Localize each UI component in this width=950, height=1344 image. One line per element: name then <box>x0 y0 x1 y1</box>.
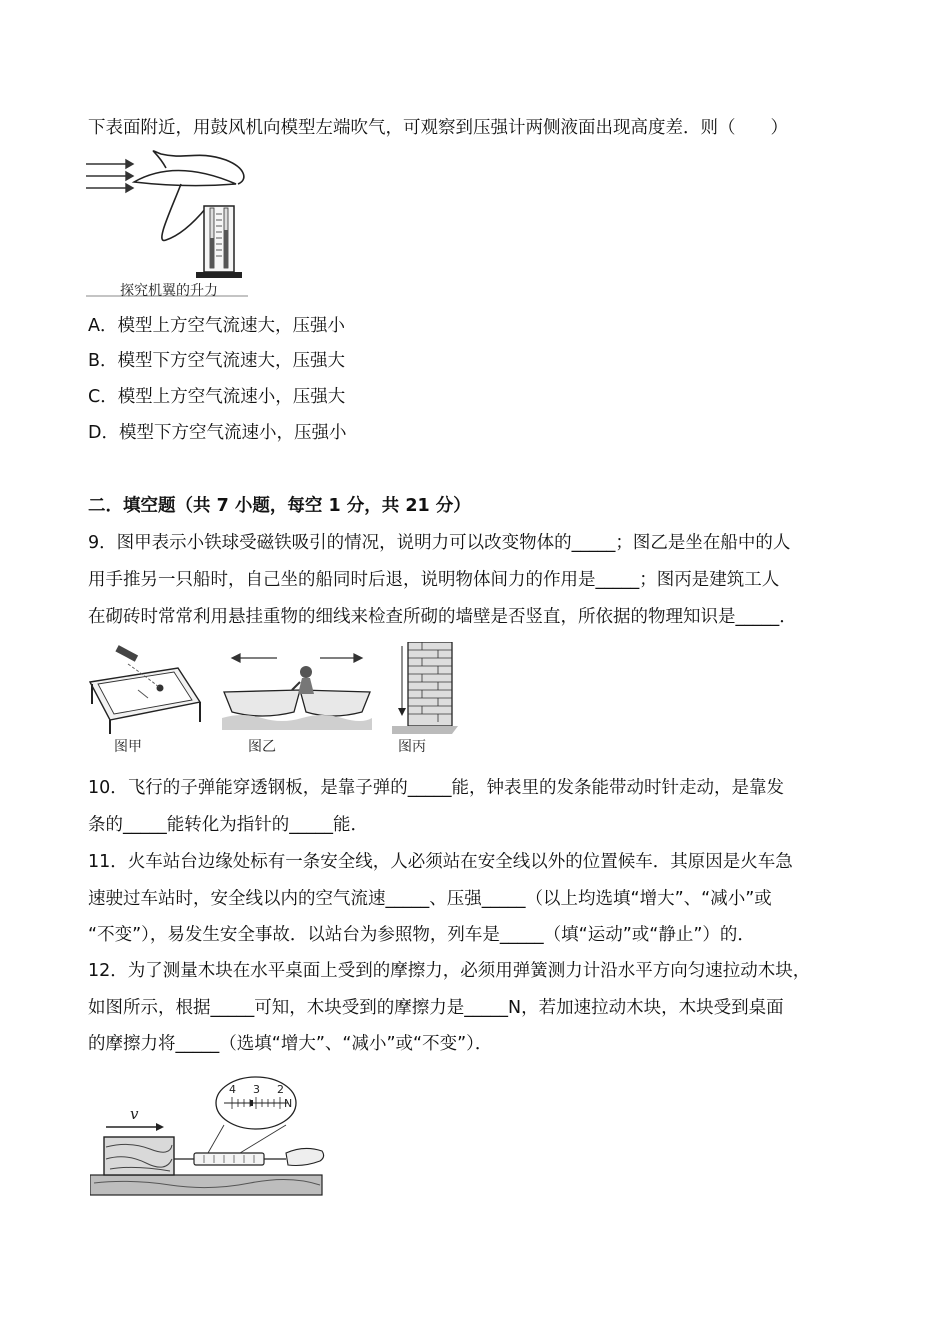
q9-line-1: 9．图甲表示小铁球受磁铁吸引的情况，说明力可以改变物体的_____；图乙是坐在船中的人 <box>88 533 791 553</box>
q12-line-2: 如图所示，根据_____可知，木块受到的摩擦力是_____N，若加速拉动木块，木块受到桌面 <box>88 998 784 1018</box>
option-c: C．模型上方空气流速小，压强大 <box>88 387 346 407</box>
scale-unit: N <box>284 1097 293 1110</box>
wing-figure-caption: 探究机翼的升力 <box>120 283 218 299</box>
caption-bing: 图丙 <box>398 739 426 755</box>
q9-line-3: 在砌砖时常常利用悬挂重物的细线来检查所砌的墙壁是否竖直，所依据的物理知识是_____． <box>88 607 797 627</box>
q12-line-1: 12．为了测量木块在水平桌面上受到的摩擦力，必须用弹簧测力计沿水平方向匀速拉动木块， <box>88 961 811 981</box>
q10-line-1: 10．飞行的子弹能穿透钢板，是靠子弹的_____能，钟表里的发条能带动时针走动，是靠发 <box>88 778 785 798</box>
q11-line-2: 速驶过车站时，安全线以内的空气流速_____、压强_____（以上均选填“增大”、“减小”或 <box>88 889 772 909</box>
spring-scale-figure <box>90 1075 330 1200</box>
option-d: D．模型下方空气流速小，压强小 <box>88 423 347 443</box>
option-b: B．模型下方空气流速大，压强大 <box>88 351 346 371</box>
scale-mark-3: 3 <box>253 1083 260 1096</box>
velocity-label: v <box>130 1105 139 1123</box>
figure-yi <box>222 650 372 755</box>
figure-jia <box>88 642 203 755</box>
figure-bing <box>392 642 462 755</box>
scale-mark-2: 2 <box>277 1083 284 1096</box>
section-heading: 二．填空题（共 7 小题，每空 1 分，共 21 分） <box>88 496 471 516</box>
q9-line-2: 用手推另一只船时，自己坐的船同时后退，说明物体间力的作用是_____；图丙是建筑工人 <box>88 570 780 590</box>
scale-mark-4: 4 <box>229 1083 236 1096</box>
q12-line-3: 的摩擦力将_____（选填“增大”、“减小”或“不变”）． <box>88 1034 493 1054</box>
q8-stem: 下表面附近，用鼓风机向模型左端吹气，可观察到压强计两侧液面出现高度差．则（ ） <box>88 118 788 138</box>
option-a: A．模型上方空气流速大，压强小 <box>88 316 345 336</box>
wing-lift-figure <box>86 150 256 300</box>
q11-line-1: 11．火车站台边缘处标有一条安全线，人必须站在安全线以外的位置候车．其原因是火车急 <box>88 852 793 872</box>
caption-jia: 图甲 <box>114 739 142 755</box>
q11-line-3: “不变”），易发生安全事故．以站台为参照物，列车是_____（填“运动”或“静止”）的． <box>88 925 755 945</box>
caption-yi: 图乙 <box>248 739 276 755</box>
q10-line-2: 条的_____能转化为指针的_____能． <box>88 815 368 835</box>
